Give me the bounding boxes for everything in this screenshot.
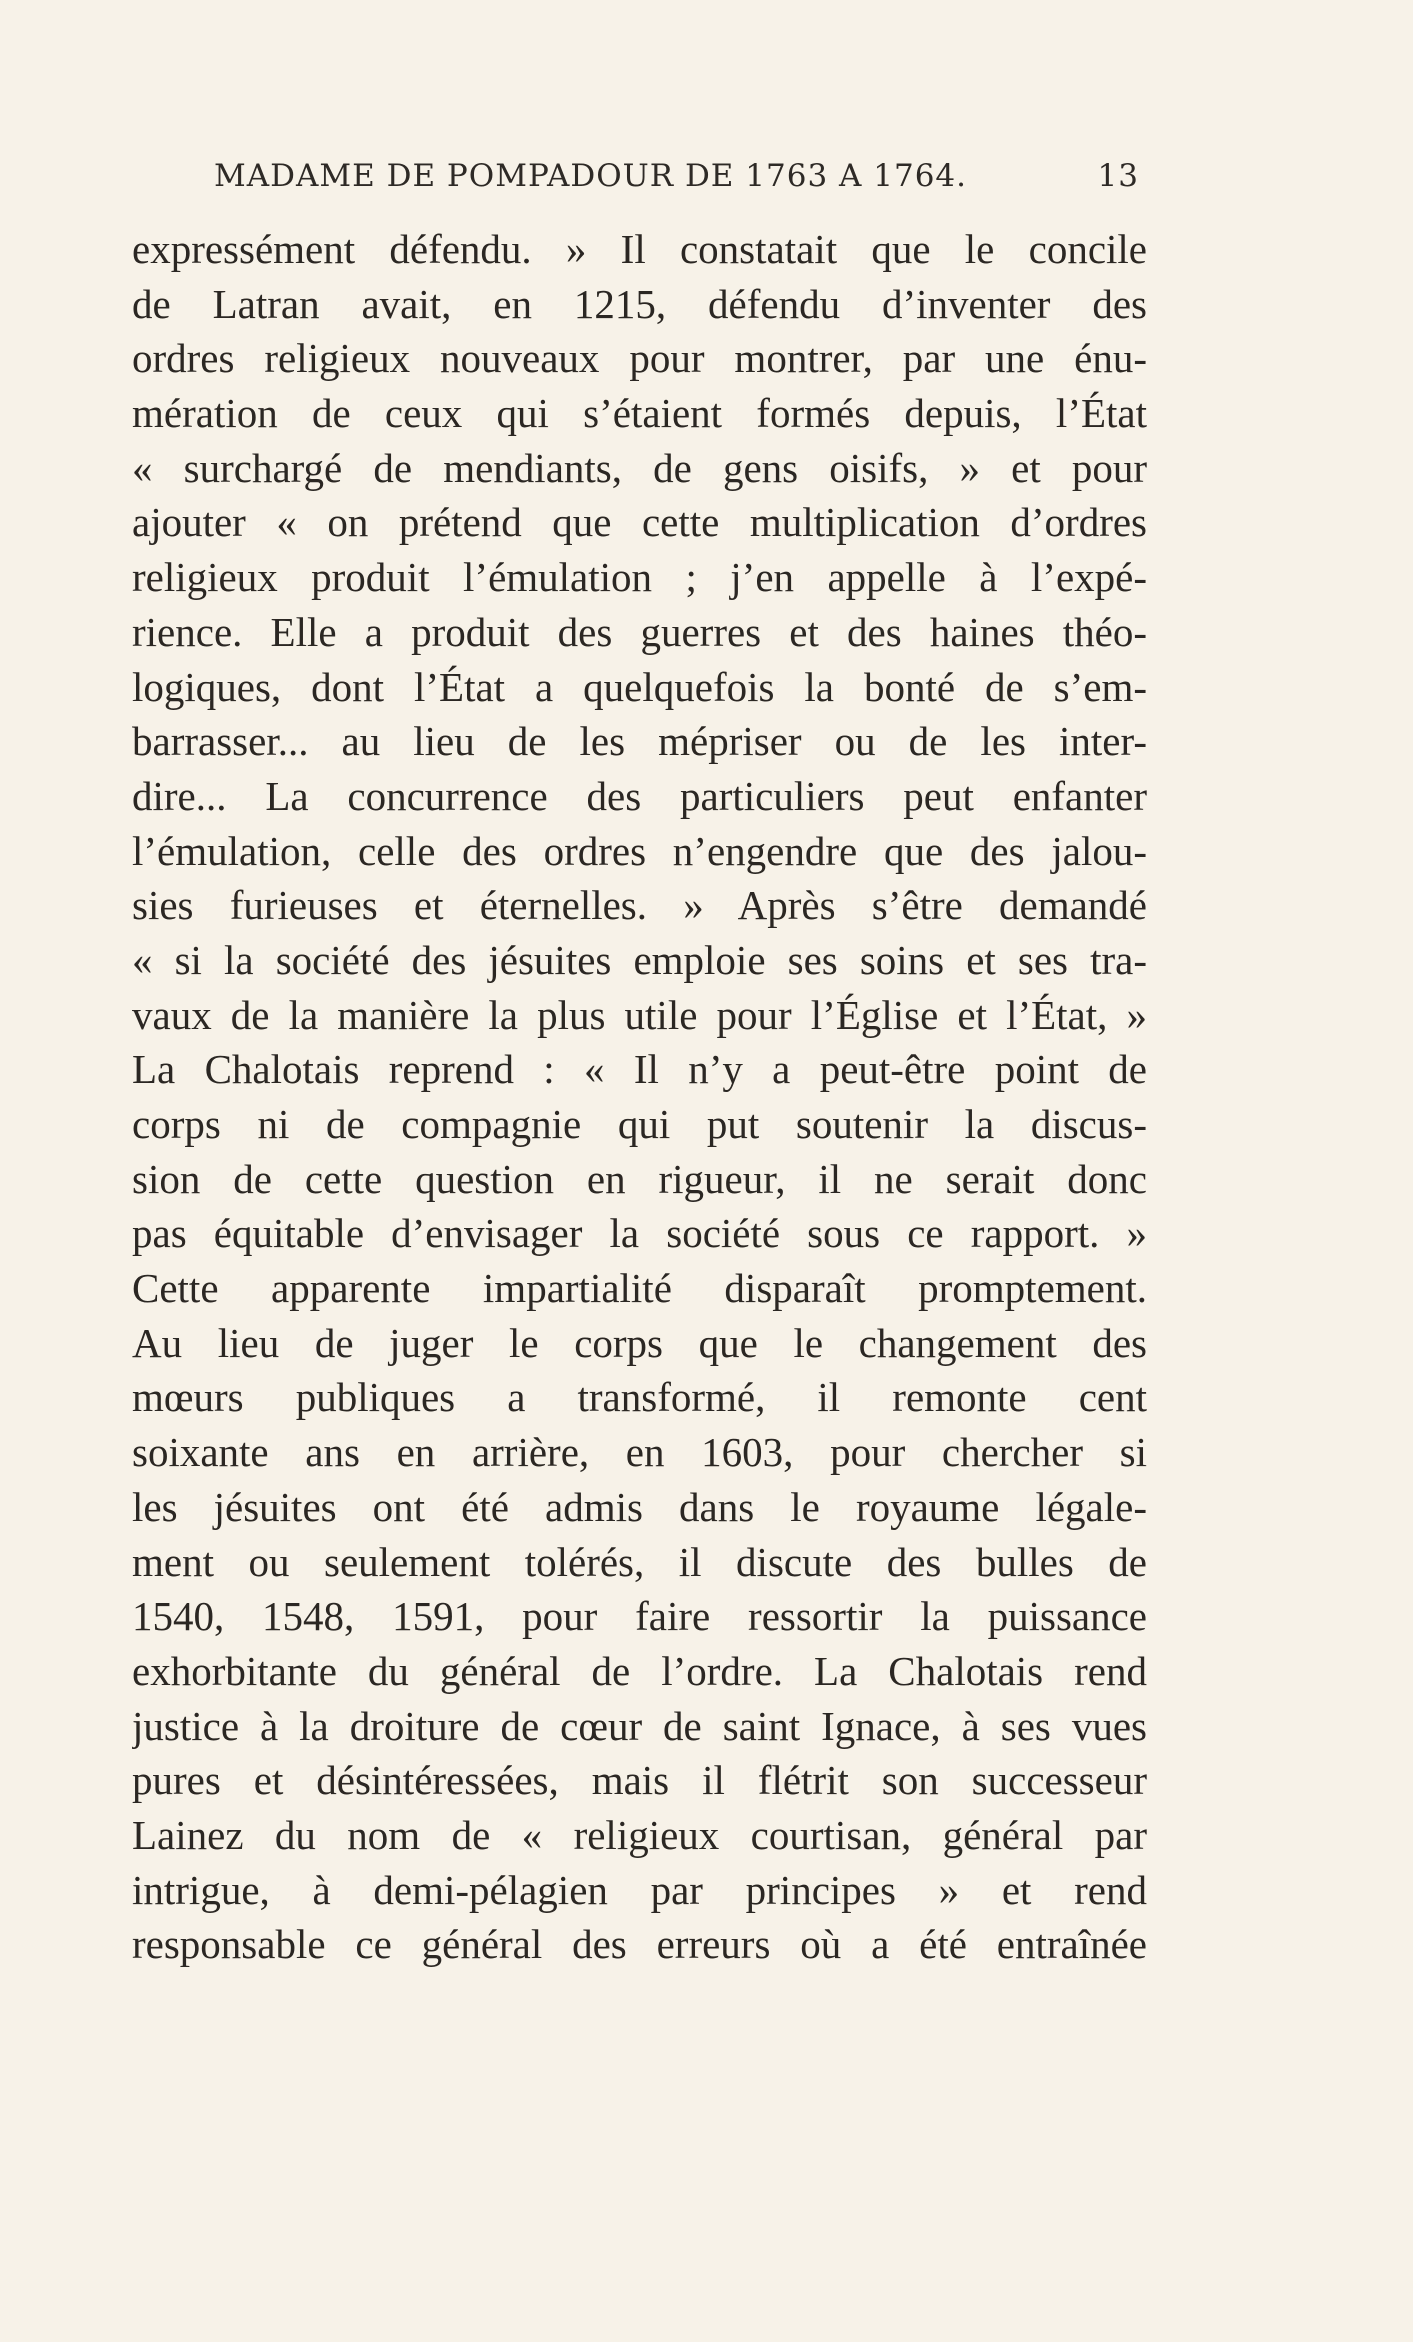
text-line-11: dire... La concurrence des particuliers peut enfanter <box>132 772 1147 819</box>
text-line-28: justice à la droiture de cœur de saint Ignace, à ses vues <box>132 1702 1147 1749</box>
text-line-18: sion de cette question en rigueur, il ne serait donc <box>132 1155 1147 1202</box>
text-line-17: corps ni de compagnie qui put soutenir la discus- <box>132 1101 1147 1147</box>
text-line-22: mœurs publiques a transformé, il remonte cent <box>132 1374 1147 1421</box>
text-line-15: vaux de la manière la plus utile pour l’Église et l’État, » <box>132 991 1147 1038</box>
text-line-26: 1540, 1548, 1591, pour faire ressortir la puissance <box>132 1593 1147 1640</box>
text-line-9: logiques, dont l’État a quelquefois la bonté de s’em- <box>132 663 1147 710</box>
text-line-3: ordres religieux nouveaux pour montrer, par une énu- <box>132 335 1147 382</box>
text-line-1: expressément défendu. » Il constatait que le concile <box>132 226 1147 272</box>
text-line-32: responsable ce général des erreurs où a été entraînée <box>132 1921 1147 1968</box>
text-line-8: rience. Elle a produit des guerres et des haines théo- <box>132 608 1147 655</box>
text-line-7: religieux produit l’émulation ; j’en appelle à l’expé- <box>132 554 1147 601</box>
page-header <box>132 158 1147 208</box>
text-line-20: Cette apparente impartialité disparaît promptement. <box>132 1265 1147 1312</box>
text-line-25: ment ou seulement tolérés, il discute des bulles de <box>132 1538 1147 1585</box>
text-line-10: barrasser... au lieu de les mépriser ou de les inter- <box>132 718 1147 765</box>
text-line-23: soixante ans en arrière, en 1603, pour chercher si <box>132 1429 1147 1476</box>
text-line-2: de Latran avait, en 1215, défendu d’inventer des <box>132 280 1147 327</box>
text-line-19: pas équitable d’envisager la société sous ce rapport. » <box>132 1210 1147 1257</box>
text-line-14: « si la société des jésuites emploie ses soins et ses tra- <box>132 936 1147 983</box>
text-line-5: « surchargé de mendiants, de gens oisifs, » et pour <box>132 444 1147 491</box>
text-line-6: ajouter « on prétend que cette multiplication d’ordres <box>132 499 1147 546</box>
text-line-12: l’émulation, celle des ordres n’engendre que des jalou- <box>132 827 1147 874</box>
text-line-31: intrigue, à demi-pélagien par principes » et rend <box>132 1866 1147 1913</box>
running-title: MADAME DE POMPADOUR DE 1763 A 1764. <box>214 158 968 194</box>
body-text <box>132 222 1147 1972</box>
text-line-16: La Chalotais reprend : « Il n’y a peut-être point de <box>132 1046 1147 1093</box>
text-line-24: les jésuites ont été admis dans le royaume légale- <box>132 1483 1147 1530</box>
page-number: 13 <box>1097 158 1139 194</box>
text-line-30: Lainez du nom de « religieux courtisan, général par <box>132 1811 1147 1858</box>
text-line-4: mération de ceux qui s’étaient formés depuis, l’État <box>132 390 1147 437</box>
text-line-29: pures et désintéressées, mais il flétrit son successeur <box>132 1757 1147 1804</box>
text-line-27: exhorbitante du général de l’ordre. La Chalotais rend <box>132 1647 1147 1694</box>
text-line-13: sies furieuses et éternelles. » Après s’être demandé <box>132 882 1147 929</box>
text-line-21: Au lieu de juger le corps que le changement des <box>132 1319 1147 1366</box>
